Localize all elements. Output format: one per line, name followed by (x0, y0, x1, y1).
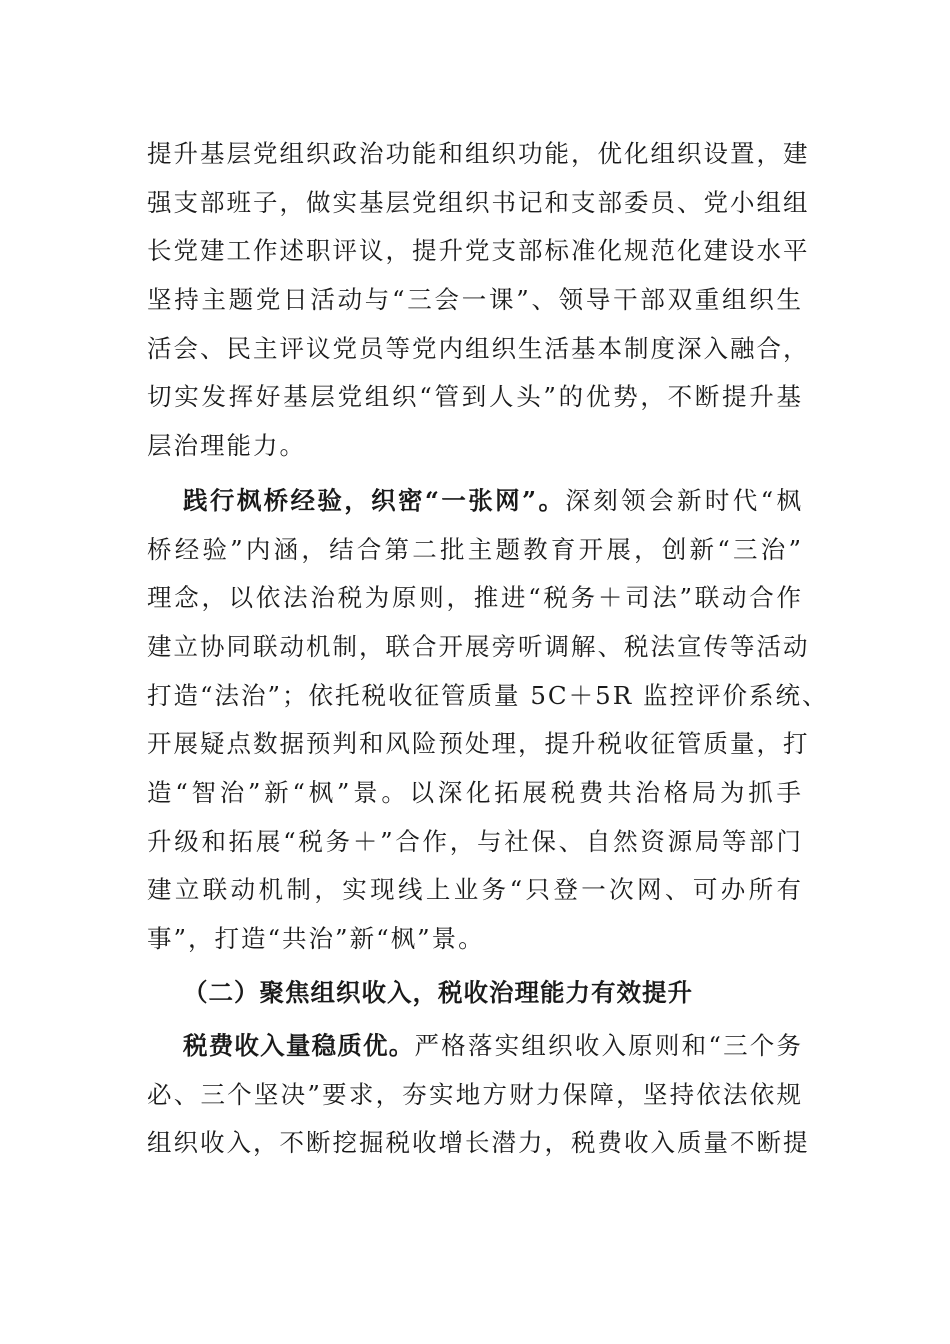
paragraph-2-line-4: 建立协同联动机制，联合开展旁听调解、税法宣传等活动 (147, 632, 810, 661)
paragraph-2-lead-heading: 践行枫桥经验，织密“一张网”。 (183, 486, 566, 515)
paragraph-3-line-2: 必、三个坚决”要求，夯实地方财力保障，坚持依法依规 (147, 1080, 803, 1109)
paragraph-3-first-line-text: 严格落实组织收入原则和“三个务 (414, 1031, 804, 1060)
section-heading: （二）聚焦组织收入，税收治理能力有效提升 (183, 978, 693, 1007)
paragraph-2-first-line-text: 深刻领会新时代“枫 (565, 486, 804, 515)
paragraph-2-line-6: 开展疑点数据预判和风险预处理，提升税收征管质量，打 (147, 729, 810, 758)
paragraph-2-line-10: 事”，打造“共治”新“枫”景。 (147, 924, 485, 953)
paragraph-1-line-5: 活会、民主评议党员等党内组织生活基本制度深入融合， (147, 334, 810, 363)
paragraph-3-lead-heading: 税费收入量稳质优。 (183, 1031, 415, 1060)
paragraph-2-line-5: 打造“法治”；依托税收征管质量 5C＋5R 监控评价系统、 (147, 681, 829, 710)
paragraph-2-line-7: 造“智治”新“枫”景。以深化拓展税费共治格局为抓手 (147, 778, 803, 807)
paragraph-1-line-7: 层治理能力。 (147, 431, 306, 460)
paragraph-2-line-2: 桥经验”内涵，结合第二批主题教育开展，创新“三治” (147, 535, 803, 564)
paragraph-3-line-3: 组织收入，不断挖掘税收增长潜力，税费收入质量不断提 (147, 1128, 810, 1157)
paragraph-2-line-8: 升级和拓展“税务＋”合作，与社保、自然资源局等部门 (147, 827, 803, 856)
paragraph-2-line-3: 理念，以依法治税为原则，推进“税务＋司法”联动合作 (147, 583, 803, 612)
paragraph-3-line-1 (183, 1031, 803, 1061)
paragraph-1-line-6: 切实发挥好基层党组织“管到人头”的优势，不断提升基 (147, 382, 803, 411)
paragraph-2-line-9: 建立联动机制，实现线上业务“只登一次网、可办所有 (147, 875, 803, 904)
paragraph-1-line-4: 坚持主题党日活动与“三会一课”、领导干部双重组织生 (147, 285, 803, 314)
paragraph-1-line-2: 强支部班子，做实基层党组织书记和支部委员、党小组组 (147, 188, 810, 217)
paragraph-1-line-3: 长党建工作述职评议，提升党支部标准化规范化建设水平 (147, 236, 810, 265)
paragraph-1-line-1: 提升基层党组织政治功能和组织功能，优化组织设置，建 (147, 139, 810, 168)
paragraph-2-line-1 (183, 486, 803, 516)
